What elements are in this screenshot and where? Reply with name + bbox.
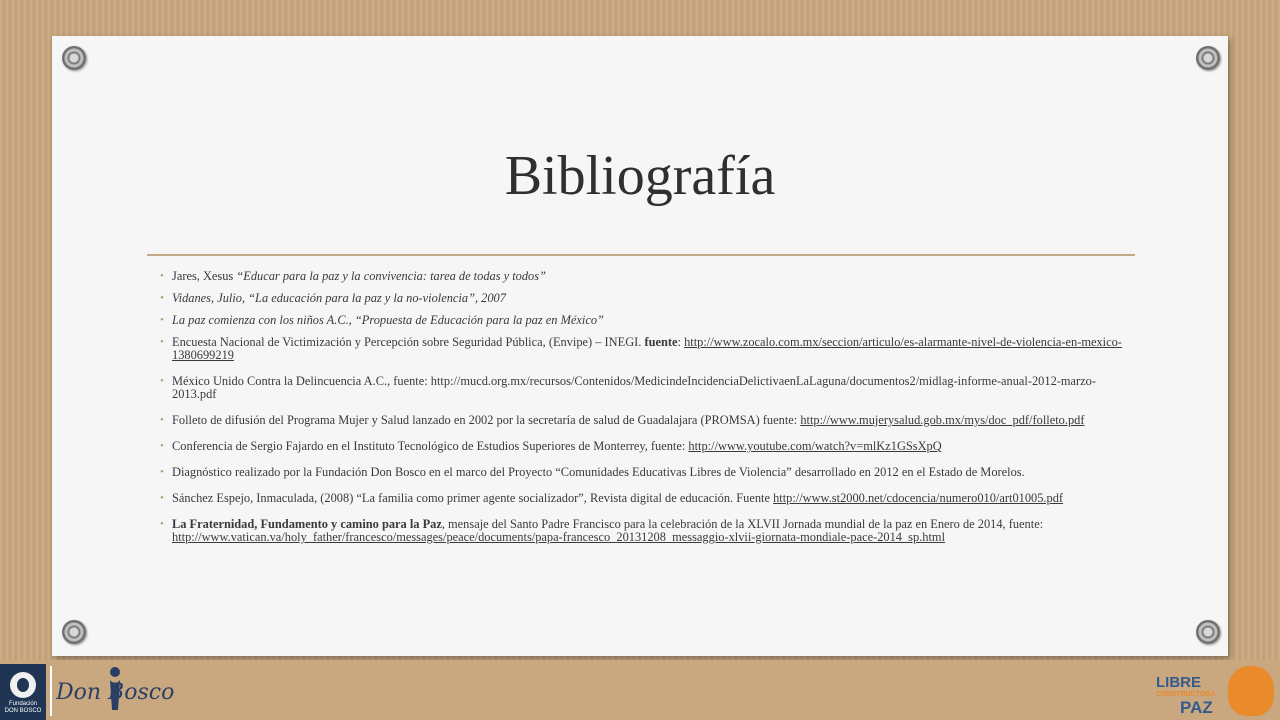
bibliography-list [172,270,1140,553]
reference-link[interactable]: http://www.youtube.com/watch?v=mlKz1GSsXpQ [688,439,942,453]
reference-link[interactable]: http://www.st2000.net/cdocencia/numero010/art01005.pdf [773,491,1064,505]
pin-bottom-left-icon [62,620,86,644]
list-item: • La Fraternidad, Fundamento y camino para la Paz, mensaje del Santo Padre Francisco para la celebración de la XLVII Jornada mundial de la paz en Enero de 2014, fuente: http://www.vatican.va/holy_father/francesco/messages/peace/documents/papa-francesco_20131208_messaggio-xlvii-giornata-mondiale-pace-2014_sp.html [172,518,1140,544]
list-item: • Vidanes, Julio, “La educación para la paz y la no-violencia”, 2007 [172,292,1140,305]
fundacion-don-bosco-logo: Fundación DON BOSCO [0,664,46,720]
reference-link[interactable]: http://www.zocalo.com.mx/seccion/articulo/es-alarmante-nivel-de-violencia-en-mexico-1380699219 [172,335,1122,362]
libre-constructora-paz-logo: LIBRE CONSTRUCTORA PAZ [1150,664,1278,718]
footer-divider [50,666,52,716]
list-item: • Encuesta Nacional de Victimización y Percepción sobre Seguridad Pública, (Envipe) – INEGI. fuente: http://www.zocalo.com.mx/seccion/articulo/es-alarmante-nivel-de-violencia-en-mexico-1380699219 [172,336,1140,362]
footer-bar [0,660,1280,720]
reference-link[interactable]: http://www.vatican.va/holy_father/francesco/messages/peace/documents/papa-francesco_20131208_messaggio-xlvii-giornata-mondiale-pace-2014_sp.html [172,530,946,544]
pin-top-left-icon [62,46,86,70]
list-item: • Jares, Xesus “Educar para la paz y la convivencia: tarea de todas y todos” [172,270,1140,283]
pin-top-right-icon [1196,46,1220,70]
slide [52,36,1228,656]
list-item: • Diagnóstico realizado por la Fundación Don Bosco en el marco del Proyecto “Comunidades Educativas Libres de Violencia” desarrollado en 2012 en el Estado de Morelos. [172,466,1140,479]
list-item: • Folleto de difusión del Programa Mujer y Salud lanzado en 2002 por la secretaría de salud de Guadalajara (PROMSA) fuente: http://www.mujerysalud.gob.mx/mys/doc_pdf/folleto.pdf [172,414,1140,427]
don-bosco-logo: Don Bosco [56,662,176,718]
portrait-icon [10,672,36,698]
pin-bottom-right-icon [1196,620,1220,644]
list-item: • México Unido Contra la Delincuencia A.C., fuente: http://mucd.org.mx/recursos/Contenidos/MedicindeIncidenciaDelictivaenLaLaguna/documentos2/midlag-informe-anual-2012-marzo-2013.pdf [172,375,1140,401]
hand-icon [1228,666,1274,716]
list-item: • Sánchez Espejo, Inmaculada, (2008) “La familia como primer agente socializador”, Revista digital de educación. Fuente http://www.st2000.net/cdocencia/numero010/art01005.pdf [172,492,1140,505]
reference-link[interactable]: http://www.mujerysalud.gob.mx/mys/doc_pdf/folleto.pdf [800,413,1085,427]
list-item: • La paz comienza con los niños A.C., “Propuesta de Educación para la paz en México” [172,314,1140,327]
title-divider [147,254,1135,256]
list-item: • Conferencia de Sergio Fajardo en el Instituto Tecnológico de Estudios Superiores de Monterrey, fuente: http://www.youtube.com/watch?v=mlKz1GSsXpQ [172,440,1140,453]
page-title: Bibliografía [504,145,776,207]
